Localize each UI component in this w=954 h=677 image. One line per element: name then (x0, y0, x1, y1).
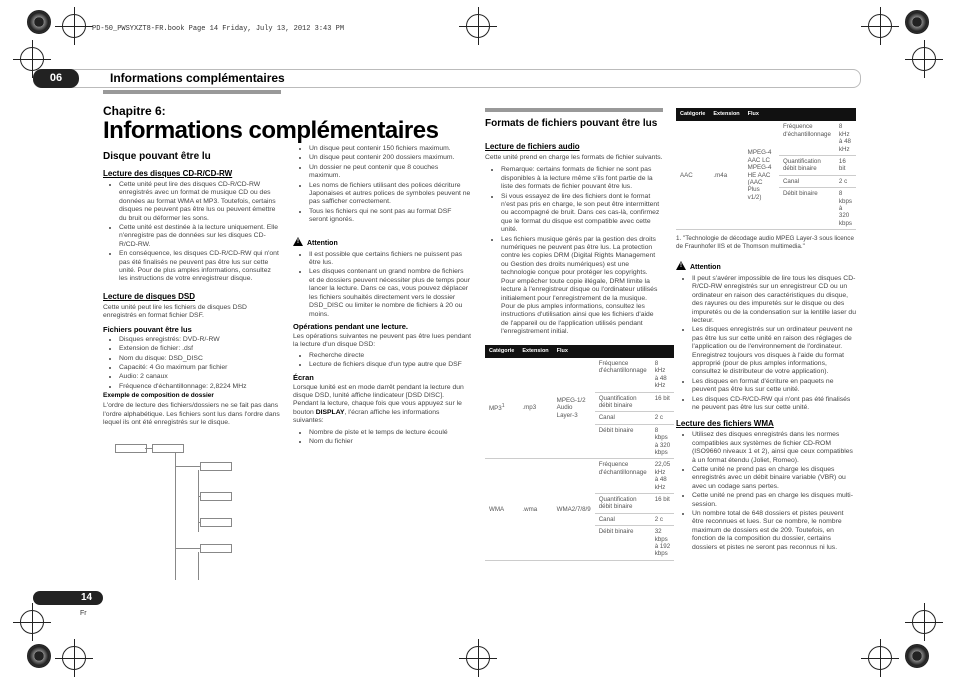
operations-text: Les opérations suivantes ne peuvent pas être lues pendant la lecture d'un disque DSD: (293, 332, 471, 349)
chapter-label: Chapitre 6: (103, 104, 166, 118)
table-cell: 2 c (651, 412, 674, 424)
middle-column (293, 145, 471, 447)
table-header: Catégorie (485, 345, 518, 358)
crosshair-mark (466, 14, 490, 38)
table-row (485, 358, 674, 392)
registration-disc-top-left (27, 10, 51, 34)
ecran-text-part: Lorsque lunité est en mode darrêt pendant la lecture dun disque DSD, lunité affiche lindicateur [DSD DISC]. Pendant la lecture, chaque fois que vous appuyez sur le bouton (293, 383, 464, 416)
list-item: • Un nombre total de 648 dossiers et pistes peuvent être reconnues et lues. Sur ce nombre, le nombre maximum de dossiers est de 209. Toutefois, en fonction de la composition du dossier, certains dossiers et pistes ne seront pas reconnus ni lus. (692, 510, 856, 552)
fichiers-list (103, 336, 281, 391)
list-item: • Cette unité peut lire des disques CD-R/CD-RW enregistrés avec un format de musique CD ou des données au format WMA et MP3. Toutefois, certains disques ne peuvent pas être lus ou peuvent émettre du bruit ou déformer les sons. (119, 181, 281, 223)
crosshair-mark (62, 646, 86, 670)
formats-table-mp3-wma (485, 345, 674, 561)
list-item: • Un disque peut contenir 150 fichiers maximum. (309, 145, 471, 153)
footnote: 1. "Technologie de décodage audio MPEG Layer-3 sous licence de Fraunhofer IIS et de Thomson multimedia." (676, 235, 854, 251)
crosshair-mark (868, 14, 892, 38)
table-cell: WMA (485, 459, 518, 560)
formats-table-aac (676, 108, 856, 230)
table-cell: AAC (676, 121, 709, 229)
crosshair-mark (20, 610, 44, 634)
list-item: • Il est possible que certains fichiers ne puissent pas être lus. (309, 251, 471, 268)
list-item: • Recherche directe (309, 352, 471, 360)
folder-box (200, 518, 232, 527)
table-cell: 8 kbps à 320 kbps (651, 424, 674, 459)
ecran-list (293, 429, 471, 447)
list-item: • Nom du fichier (309, 438, 471, 446)
ecran-text (293, 384, 471, 426)
table-cell: Débit binaire (595, 424, 651, 459)
footnote-ref: 1 (501, 403, 505, 410)
far-right-column (676, 108, 856, 553)
table-cell: 22,05 kHz à 48 kHz (651, 459, 674, 494)
wma-list (676, 431, 856, 552)
list-item: • Cette unité est destinée à la lecture uniquement. Elle n'enregistre pas de données sur les disques CD-R/CD-RW. (119, 224, 281, 249)
audio-text: Cette unité prend en charge les formats de fichier suivants. (485, 154, 663, 161)
table-cell: Canal (779, 175, 835, 187)
display-button-label: DISPLAY (315, 408, 345, 416)
crosshair-mark (20, 47, 44, 71)
audio-list (485, 166, 663, 336)
page-number: 14 (33, 591, 103, 605)
list-item: • En conséquence, les disques CD-R/CD-RW qui n'ont pas été finalisés ne peuvent pas être lus sur cette unité. Pour de plus amples informations, consultez les instructions de votre enregistreur disque. (119, 250, 281, 284)
list-item: • Si vous essayez de lire des fichiers dont le format n'est pas pris en charge, le son peut être intermittent ou accompagné de bruit. Dans ces cas-là, confirmez que le format du disque est compatible avec cette unité. (501, 193, 663, 235)
folder-box (200, 492, 232, 501)
chapter-bar-title: Informations complémentaires (110, 71, 285, 85)
table-cell: 8 kHz à 48 kHz (835, 121, 856, 155)
heading-fichiers: Fichiers pouvant être lus (103, 324, 192, 334)
heading-exemple: Exemple de composition de dossier (103, 392, 214, 400)
table-cell: WMA2/7/8/9 (553, 459, 595, 560)
list-item: • Audio: 2 canaux (119, 373, 281, 381)
list-item: • Les fichiers musique gérés par la gestion des droits numériques ne peuvent pas être lus. La protection contre les copies DRM (Digital Rights Management ou Gestion des droits numériques) est une technologie conçue pour protéger les copyrights. Pour empêcher toute copie illégale, DRM limite la lecture à l'enregistreur disque ou l'ordinateur utilisés initialement pour l'enregistrement de la musique. Pour de plus amples informations, consultez les instructions d'utilisation ainsi que les fichiers d'aide de l'appareil ou de l'application utilisés pendant l'enregistrement initial. (501, 236, 663, 337)
table-cell: Quantification débit binaire (595, 494, 651, 514)
heading-disque: Disque pouvant être lu (103, 151, 211, 162)
table-cell: 16 bit (651, 392, 674, 412)
ecran-text-part: , l'écran affiche les informations suivantes: (293, 408, 440, 425)
heading-cdr: Lecture des disques CD-R/CD-RW (103, 169, 233, 178)
heading-wma: Lecture des fichiers WMA (676, 419, 774, 429)
list-item: • Disques enregistrés: DVD-R/-RW (119, 336, 281, 344)
table-cell: Canal (595, 412, 651, 424)
mp3-category: MP3 (489, 405, 502, 413)
list-item: • Nombre de piste et le temps de lecture écoulé (309, 429, 471, 437)
table-cell: 32 kbps à 192 kbps (651, 526, 674, 561)
folder-box (115, 444, 147, 453)
attention-label: Attention (307, 239, 338, 247)
operations-list (293, 352, 471, 370)
table-header: Flux (553, 345, 675, 358)
attention-list (676, 275, 856, 413)
table-cell: .wma (518, 459, 552, 560)
right-column (485, 108, 671, 561)
table-cell: Fréquence d'échantillonnage (595, 358, 651, 392)
dsd-limits-list (293, 145, 471, 225)
table-cell: Fréquence d'échantillonnage (595, 459, 651, 494)
table-cell: 16 bit (651, 494, 674, 514)
page-title: Informations complémentaires (103, 117, 439, 144)
chapter-number-badge: 06 (33, 69, 79, 88)
list-item: • Extension de fichier: .dsf (119, 345, 281, 353)
section-bar (103, 90, 281, 94)
table-cell: 8 kbps à 320 kbps (835, 188, 856, 230)
print-header: PD-50_PWSYXZT8-FR.book Page 14 Friday, July 13, 2012 3:43 PM (92, 25, 345, 33)
table-cell: 8 kHz à 48 kHz (651, 358, 674, 392)
table-header: Extension (709, 108, 743, 121)
list-item: • Capacité: 4 Go maximum par fichier (119, 364, 281, 372)
list-item: • Cette unité ne prend pas en charge les disques multi-session. (692, 492, 856, 509)
dsd-text: Cette unité peut lire les fichiers de disques DSD enregistrés en format fichier DSF. (103, 303, 247, 320)
list-item: • Les disques enregistrés sur un ordinateur peuvent ne pas être lus sur cette unité en raison des réglages de l'application ou de l'environnement de l'ordinateur. Enregistrez toujours vos disques à l'aide du format approprié (pour de plus amples informations, consultez le distributeur de votre application). (692, 326, 856, 376)
heading-ecran: Écran (293, 372, 314, 382)
table-cell: Fréquence d'échantillonnage (779, 121, 835, 155)
list-item: • Utilisez des disques enregistrés dans les normes compatibles aux systèmes de fichier CD-ROM (ISO9660 niveaux 1 et 2), ainsi que ceux compatibles à un format étendu (Joliet, Romeo). (692, 431, 856, 465)
list-item: • Lecture de fichiers disque d'un type autre que DSF (309, 361, 471, 369)
list-item: • Il peut s'avérer impossible de lire tous les disques CD-R/CD-RW enregistrés sur un enregistreur CD ou un ordinateur en raison des caractéristiques du disque, des rayures ou des impuretés sur le disque ou des impuretés ou de la condensation sur la lentille laser du lecteur. (692, 275, 856, 325)
attention-heading (676, 261, 856, 271)
heading-audio: Lecture de fichiers audio (485, 142, 580, 151)
heading-formats: Formats de fichiers pouvant être lus (485, 118, 658, 129)
crosshair-mark (912, 610, 936, 634)
list-item: • Les disques CD-R/CD-RW qui n'ont pas été finalisés ne peuvent pas être lus sur cette unité. (692, 396, 856, 413)
list-item: • Fréquence d'échantillonnage: 2,8224 MHz (119, 383, 281, 391)
attention-list (293, 251, 471, 319)
table-header: Extension (518, 345, 552, 358)
registration-disc-bottom-right (905, 644, 929, 668)
warning-icon: ! (293, 237, 303, 246)
section-bar (485, 108, 663, 112)
registration-disc-top-right (905, 10, 929, 34)
heading-operations: Opérations pendant une lecture. (293, 321, 409, 331)
table-cell: 2 c (835, 175, 856, 187)
table-header: Catégorie (676, 108, 709, 121)
registration-disc-bottom-left (27, 644, 51, 668)
list-item: • Tous les fichiers qui ne sont pas au format DSF seront ignorés. (309, 208, 471, 225)
table-cell: Débit binaire (779, 188, 835, 230)
crosshair-mark (466, 646, 490, 670)
crosshair-mark (912, 47, 936, 71)
table-cell: Canal (595, 513, 651, 525)
list-item: • Les disques en format d'écriture en paquets ne peuvent pas être lus sur cette unité. (692, 378, 856, 395)
list-item: • Les disques contenant un grand nombre de fichiers et de dossiers peuvent nécessiter plus de temps pour lancer la lecture. Dans ce cas, vous pouvez déplacer les fichiers souhaités directement vers le dossier DSD_DISC ou limiter le nombre de fichiers à 20 ou moins. (309, 268, 471, 318)
table-cell: .m4a (709, 121, 743, 229)
list-item: • Nom du disque: DSD_DISC (119, 355, 281, 363)
list-item: • Un dossier ne peut contenir que 8 couches maximum. (309, 164, 471, 181)
table-cell: 16 bit (835, 156, 856, 176)
table-cell (485, 358, 518, 459)
exemple-text: L'ordre de lecture des fichiers/dossiers ne se fait pas dans l'ordre alphabétique. Les fichiers sont lus dans l'ordre dans lequel ils ont été enregistrés sur le disque. (103, 402, 280, 426)
crosshair-mark (868, 646, 892, 670)
table-row (676, 121, 856, 155)
heading-dsd: Lecture de disques DSD (103, 291, 196, 301)
language-code: Fr (80, 610, 87, 617)
table-header: Flux (744, 108, 856, 121)
folder-box (200, 462, 232, 471)
folder-box (200, 544, 232, 553)
table-cell: MPEG-4 AAC LC MPEG-4 HE AAC (AAC Plus v1/2) (744, 121, 779, 229)
table-cell: .mp3 (518, 358, 552, 459)
folder-tree-diagram (110, 440, 270, 580)
table-cell: 2 c (651, 513, 674, 525)
list-item: • Remarque: certains formats de fichier ne sont pas disponibles à la lecture même s'ils font partie de la liste des formats de fichier pouvant être lus. (501, 166, 663, 191)
list-item: • Un disque peut contenir 200 dossiers maximum. (309, 154, 471, 162)
table-cell: Débit binaire (595, 526, 651, 561)
cdr-list (103, 181, 281, 284)
attention-heading (293, 237, 471, 247)
table-cell: Quantification débit binaire (595, 392, 651, 412)
folder-box (152, 444, 184, 453)
table-cell: MPEG-1/2 Audio Layer-3 (553, 358, 595, 459)
table-row (485, 459, 674, 494)
list-item: • Cette unité ne prend pas en charge les disques enregistrés avec un débit binaire variable (VBR) ou avec un codage sans pertes. (692, 466, 856, 491)
table-cell: Quantification débit binaire (779, 156, 835, 176)
attention-label: Attention (690, 263, 721, 271)
warning-icon: ! (676, 261, 686, 270)
crosshair-mark (62, 14, 86, 38)
list-item: • Les noms de fichiers utilisant des polices décriture Japonaises et autres polices de symboles peuvent ne pas safficher correctement. (309, 182, 471, 207)
